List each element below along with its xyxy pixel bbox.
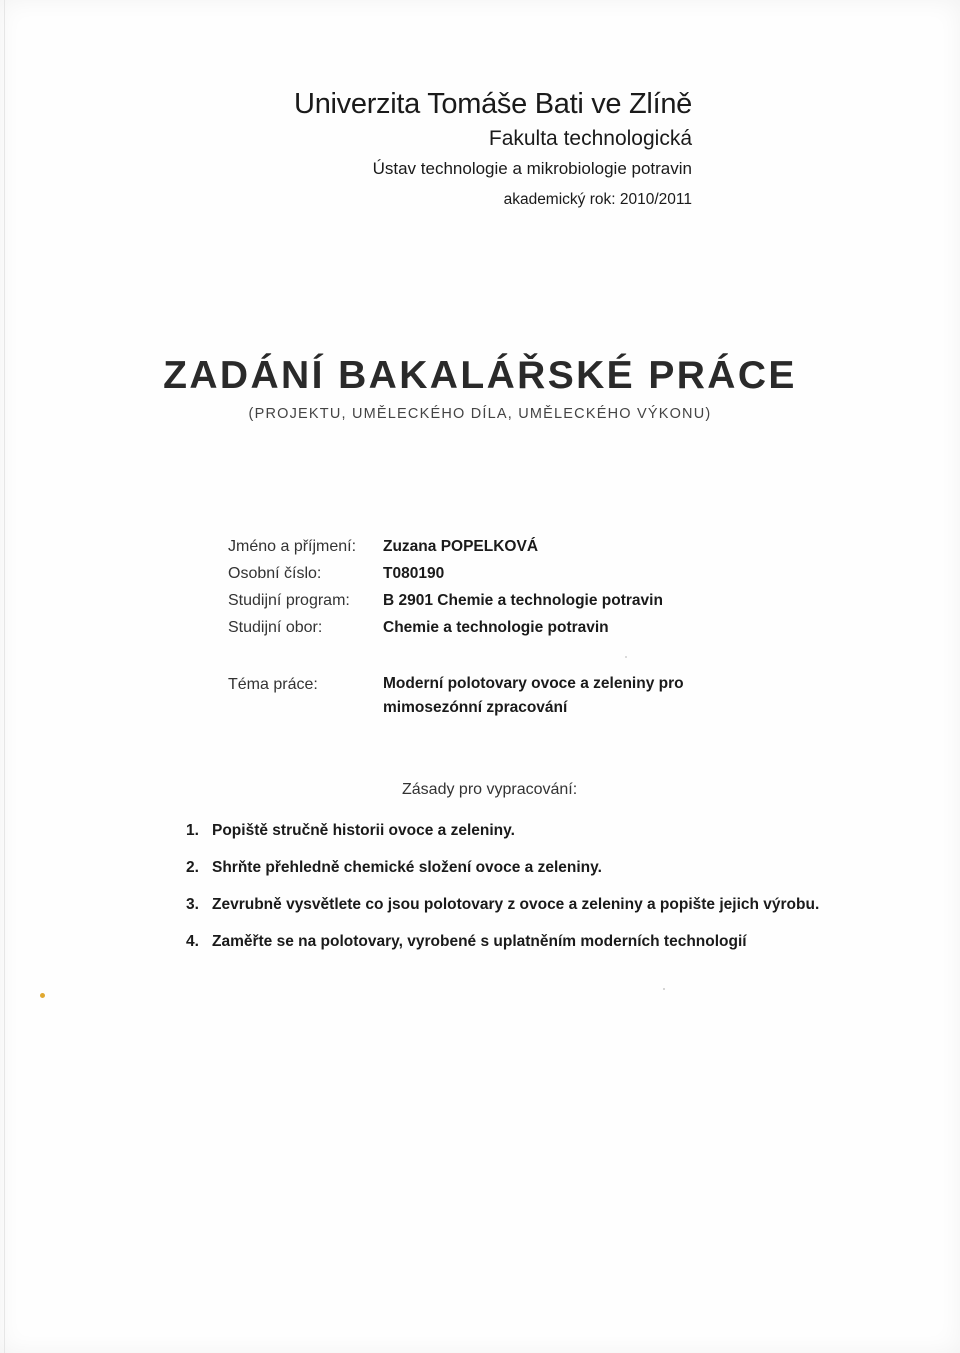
list-item-text: Popiště stručně historii ovoce a zeleniny. [212,822,515,839]
principles-list [186,818,906,966]
info-row-field [228,615,788,642]
scan-speck [625,656,627,658]
id-label: Osobní číslo: [228,565,322,582]
name-value: Zuzana POPELKOVÁ [383,538,539,555]
document-title-block [150,355,810,425]
list-item-number: 2. [186,859,199,876]
info-row-program [228,588,788,615]
topic-label: Téma práce: [228,676,318,693]
principles-heading: Zásady pro vypracování: [402,781,578,798]
list-item [186,892,906,929]
program-label: Studijní program: [228,592,350,609]
list-item-text: Shrňte přehledně chemické složení ovoce a zeleniny. [212,859,602,876]
institute-name: Ústav technologie a mikrobiologie potravin [372,159,692,178]
list-item-text: Zevrubně vysvětlete co jsou polotovary z ovoce a zeleniny a popište jejich výrobu. [212,896,820,913]
list-item-number: 1. [186,822,199,839]
list-item [186,929,906,966]
document-header [250,84,692,216]
university-name: Univerzita Tomáše Bati ve Zlíně [294,88,692,120]
list-item [186,818,906,855]
scan-speck [40,993,45,998]
list-item-number: 3. [186,896,199,913]
academic-year: akademický rok: 2010/2011 [503,191,692,208]
topic-value: Moderní polotovary ovoce a zeleniny pro mimosezónní zpracování [383,675,684,716]
name-label: Jméno a příjmení: [228,538,357,555]
info-row-id [228,561,788,588]
student-info [228,534,788,642]
scan-edge-line [4,0,5,1353]
field-label: Studijní obor: [228,619,323,636]
document-subtitle: (PROJEKTU, UMĚLECKÉHO DÍLA, UMĚLECKÉHO VÝKONU) [248,406,712,422]
list-item [186,855,906,892]
faculty-name: Fakulta technologická [488,127,692,150]
document-title: ZADÁNÍ BAKALÁŘSKÉ PRÁCE [163,354,797,397]
id-value: T080190 [383,565,445,582]
list-item-number: 4. [186,933,199,950]
field-value: Chemie a technologie potravin [383,619,609,636]
scan-speck [663,988,665,990]
list-item-text: Zaměřte se na polotovary, vyrobené s uplatněním moderních technologií [212,933,747,950]
program-value: B 2901 Chemie a technologie potravin [383,592,663,609]
info-row-name [228,534,788,561]
